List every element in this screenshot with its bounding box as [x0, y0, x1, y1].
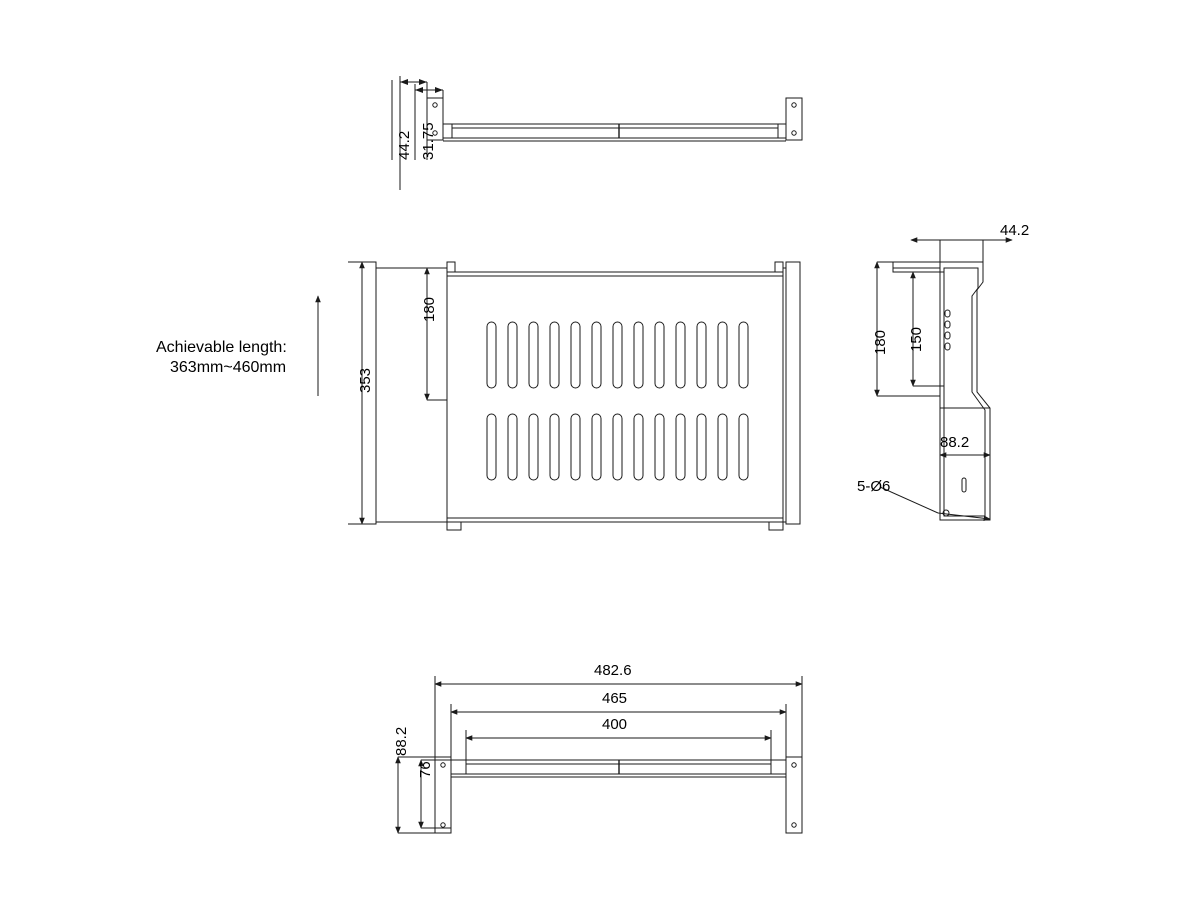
dim-44-2-side: [911, 240, 1012, 262]
dim-label-180-front: 180: [421, 296, 438, 322]
side-view-geometry: [893, 262, 990, 520]
dim-label-hole-callout: 5-Ø6: [857, 478, 891, 495]
dim-label-465: 465: [602, 690, 628, 707]
achievable-length-line1: Achievable length:: [156, 339, 287, 356]
dim-label-88-2-side: 88.2: [940, 434, 970, 451]
dim-353: [348, 262, 362, 524]
dim-label-180-side: 180: [872, 329, 889, 355]
achievable-length-note: [156, 338, 287, 378]
dim-label-44-2-top: 44.2: [396, 130, 413, 160]
dim-label-44-2-side: 44.2: [1000, 222, 1030, 239]
dim-label-76: 76: [417, 761, 434, 778]
dim-label-400: 400: [602, 716, 628, 733]
dim-label-353: 353: [357, 367, 374, 393]
dim-label-482-6: 482.6: [594, 662, 632, 679]
dim-label-150: 150: [908, 326, 925, 352]
bottom-view-geometry: [435, 757, 802, 833]
dim-label-31-75: 31.75: [420, 122, 437, 160]
achievable-length-line2: 363mm~460mm: [170, 359, 287, 376]
hole-callout-leader: [880, 487, 990, 519]
dim-180-front: [427, 268, 447, 400]
dim-label-88-2-bottom: 88.2: [393, 726, 410, 756]
top-view-geometry: [427, 98, 802, 141]
